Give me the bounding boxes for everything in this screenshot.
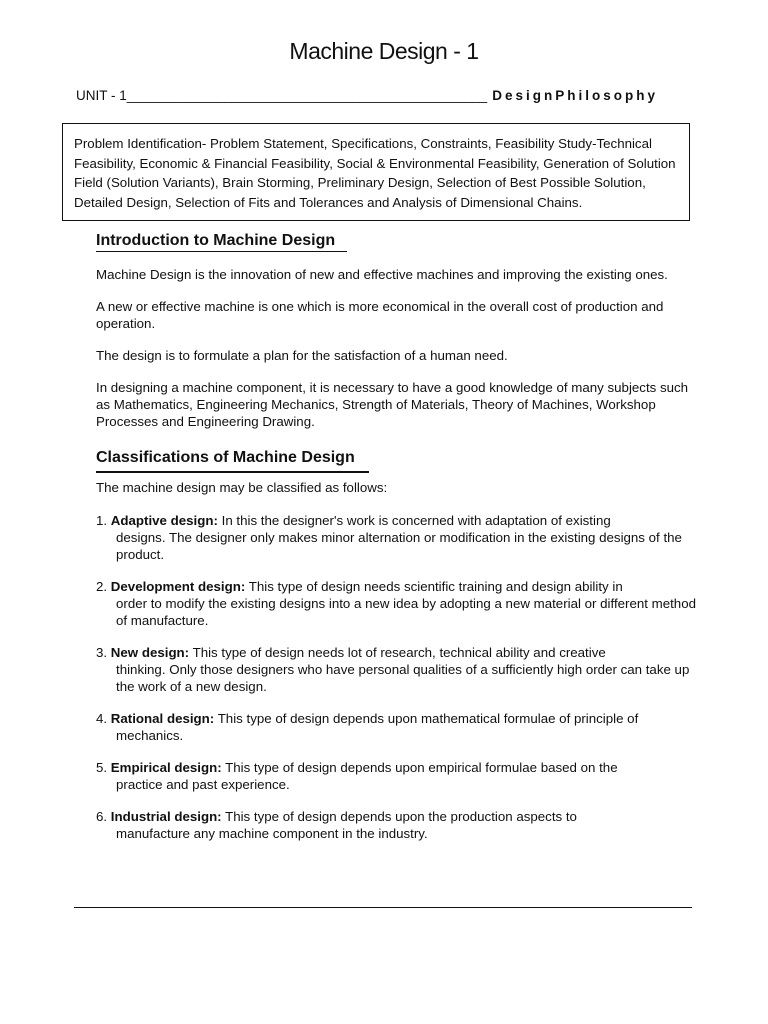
item-line1: This type of design needs scientific training and design ability in (245, 579, 623, 594)
classifications-heading: Classifications of Machine Design (96, 447, 369, 473)
item-number: 6. (96, 809, 108, 824)
list-item (96, 512, 696, 563)
intro-paragraph-1: Machine Design is the innovation of new and effective machines and improving the existing ones. (96, 267, 668, 282)
intro-paragraph-2: A new or effective machine is one which is more economical in the overall cost of production and operation. (96, 299, 664, 331)
intro-heading: Introduction to Machine Design (96, 232, 347, 252)
item-term: New design: (110, 645, 190, 660)
item-number: 1. (96, 513, 108, 528)
unit-label: UNIT - 1________________________________________________ (76, 88, 488, 103)
classifications-lead: The machine design may be classified as follows: (96, 480, 388, 495)
list-item (96, 644, 696, 695)
item-term: Development design: (110, 579, 246, 594)
syllabus-summary-box: Problem Identification- Problem Statement, Specifications, Constraints, Feasibility Study-Technical Feasibility, Economic & Financial Feasibility, Social & Environmental Feasibility, Generation of Solution Field (Solution Variants), Brain Storming, Preliminary Design, Selection of Best Possible Solution, Detailed Design, Selection of Fits and Tolerances and Analysis of Dimensional Chains. (62, 123, 690, 221)
unit-header-line (76, 88, 666, 103)
item-continuation: practice and past experience. (116, 777, 290, 792)
item-continuation: designs. The designer only makes minor alternation or modification in the existing designs of the product. (116, 530, 682, 562)
footer-divider (74, 907, 692, 908)
document-title: Machine Design - 1 (289, 38, 479, 64)
item-line1: In this the designer's work is concerned with adaptation of existing (217, 513, 611, 528)
item-number: 2. (96, 579, 108, 594)
intro-paragraph-4: In designing a machine component, it is necessary to have a good knowledge of many subjects such as Mathematics, Engineering Mechanics, Strength of Materials, Theory of Machines, Workshop Processes and Engineering Drawing. (96, 380, 689, 429)
document-body (96, 232, 696, 857)
item-line1: This type of design depends upon empirical formulae based on the (221, 760, 618, 775)
item-term: Industrial design: (110, 809, 222, 824)
list-item (96, 808, 696, 842)
classifications-heading-wrap (96, 447, 696, 473)
item-line1: This type of design depends upon the production aspects to (221, 809, 577, 824)
classification-list (96, 512, 696, 842)
item-continuation: mechanics. (116, 728, 184, 743)
item-term: Empirical design: (110, 760, 222, 775)
list-item (96, 710, 696, 744)
item-number: 3. (96, 645, 108, 660)
list-item (96, 578, 696, 629)
intro-paragraph-3: The design is to formulate a plan for the satisfaction of a human need. (96, 348, 508, 363)
item-number: 4. (96, 711, 108, 726)
item-continuation: manufacture any machine component in the industry. (116, 826, 428, 841)
item-line1: This type of design depends upon mathematical formulae of principle of (214, 711, 639, 726)
item-line1: This type of design needs lot of research, technical ability and creative (189, 645, 606, 660)
item-term: Rational design: (110, 711, 215, 726)
item-term: Adaptive design: (110, 513, 218, 528)
item-number: 5. (96, 760, 108, 775)
unit-topic: DesignPhilosophy (492, 88, 658, 103)
list-item (96, 759, 696, 793)
item-continuation: order to modify the existing designs into a new idea by adopting a new material or different method of manufacture. (116, 596, 696, 628)
item-continuation: thinking. Only those designers who have personal qualities of a sufficiently high order can take up the work of a new design. (116, 662, 690, 694)
